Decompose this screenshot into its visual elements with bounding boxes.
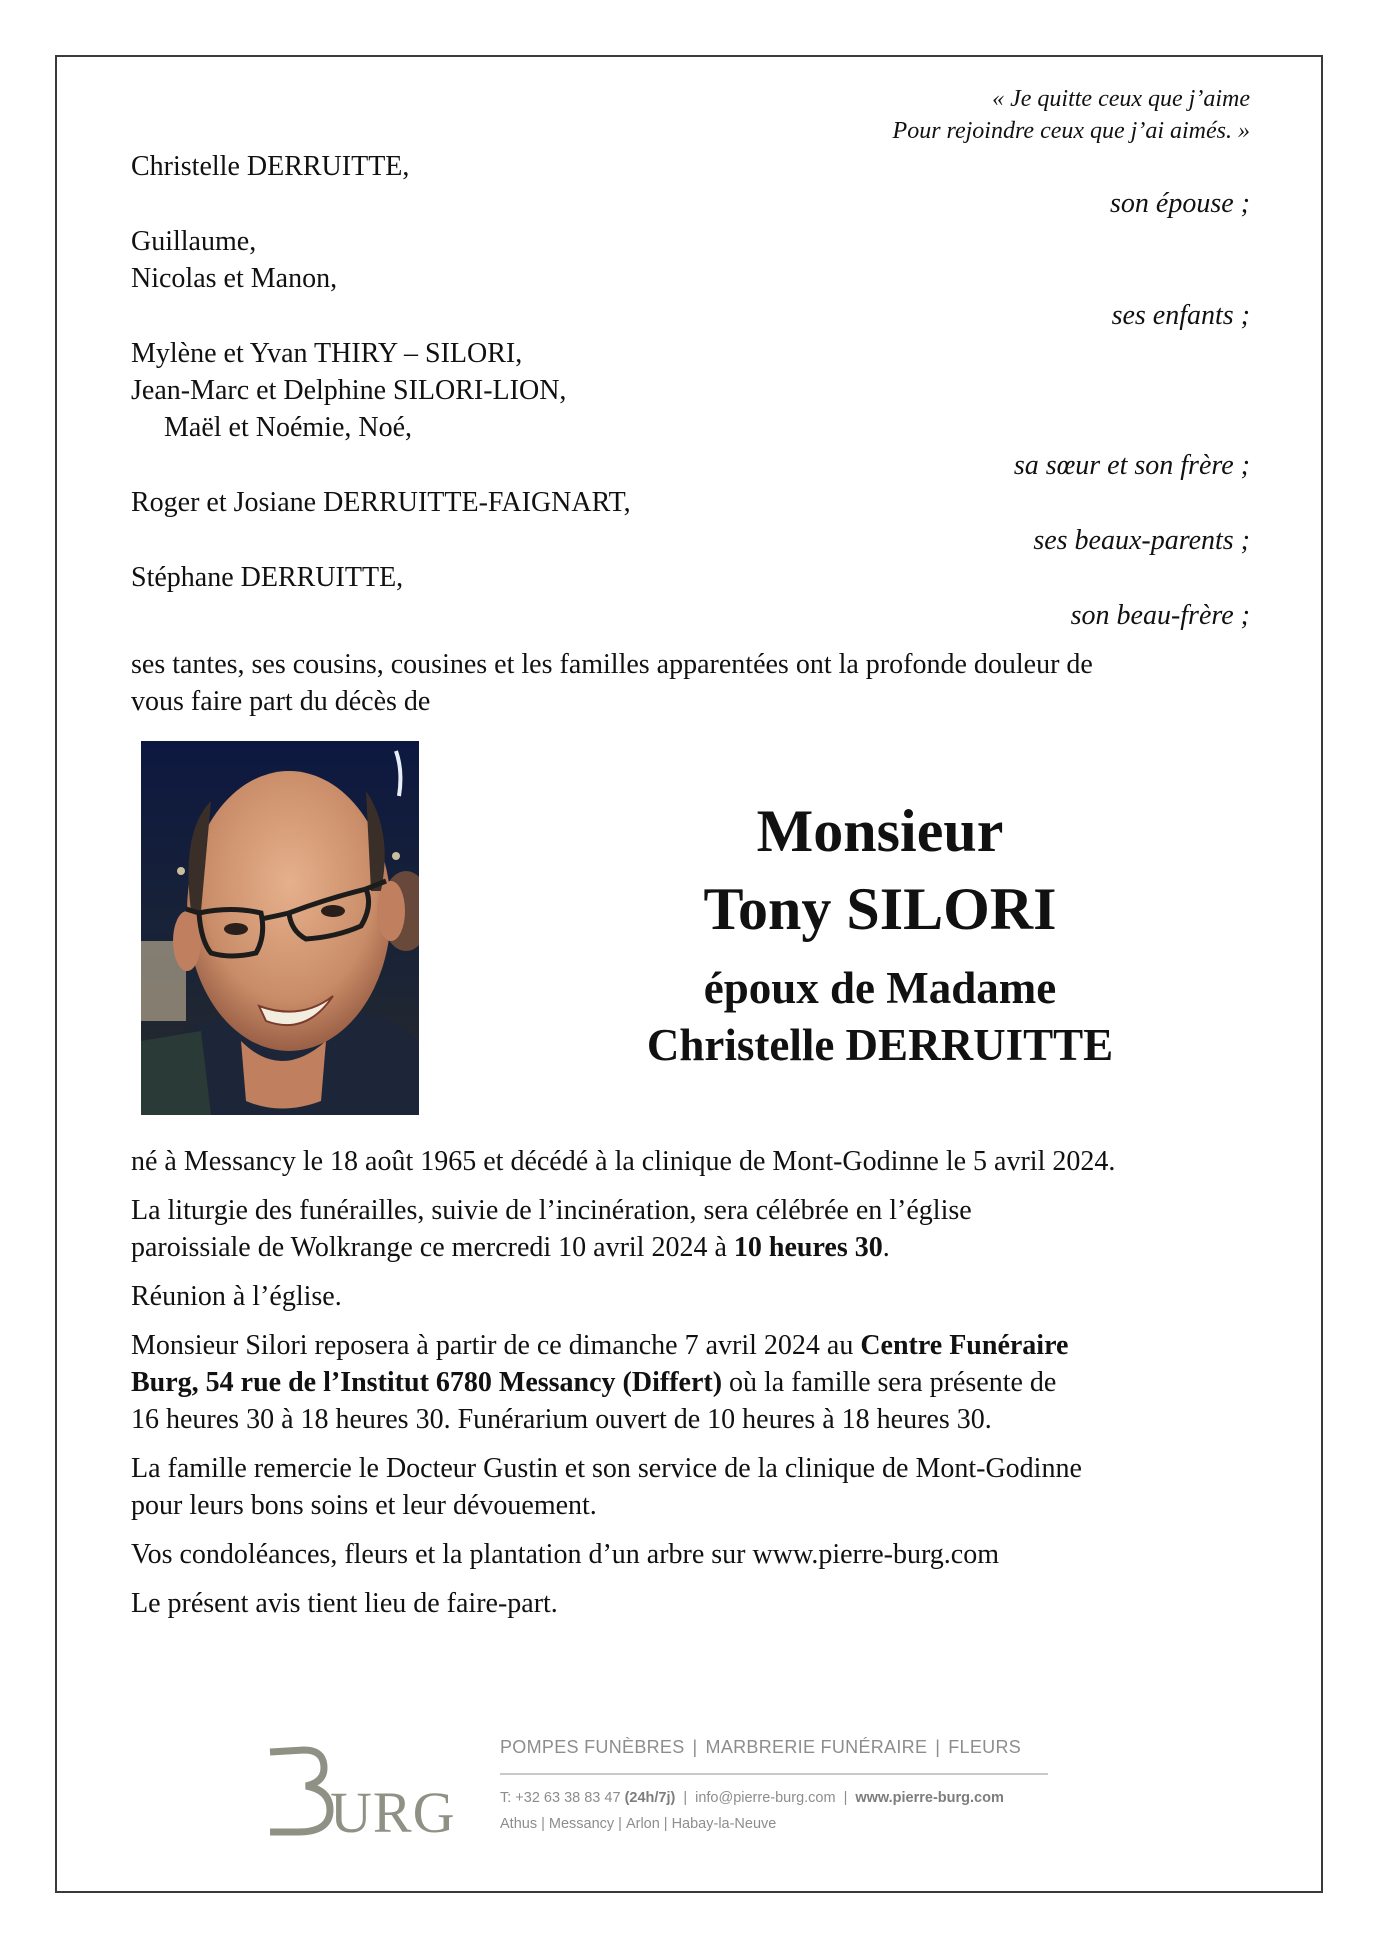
deceased-photo (141, 741, 419, 1115)
town: Athus (500, 1816, 538, 1832)
email-link[interactable]: info@pierre-burg.com (695, 1790, 836, 1806)
announcement-line-2: vous faire part du décès de (131, 686, 431, 717)
family-relation: son épouse ; (1110, 188, 1250, 219)
family-name: Mylène et Yvan THIRY – SILORI, (131, 338, 523, 369)
announcement-line-1: ses tantes, ses cousins, cousines et les familles apparentées ont la profonde douleur de (131, 649, 1093, 680)
phone-number[interactable]: T: +32 63 38 83 47 (500, 1790, 621, 1806)
separator: | (692, 1737, 698, 1757)
footer-contact (500, 1790, 1004, 1806)
footer-towns (500, 1816, 776, 1832)
service-label: POMPES FUNÈBRES (500, 1737, 685, 1757)
funeral-center-address: Burg, 54 rue de l’Institut 6780 Messancy (Differt) (131, 1367, 723, 1398)
town: Arlon (625, 1816, 660, 1832)
epigraph-line-2: Pour rejoindre ceux que j’ai aimés. » (892, 118, 1250, 144)
family-relation: son beau-frère ; (1070, 600, 1250, 631)
phone-hours: (24h/7j) (624, 1790, 676, 1806)
separator: | (663, 1816, 668, 1832)
separator: | (843, 1790, 848, 1806)
service-label: FLEURS (948, 1737, 1022, 1757)
deceased-title: Monsieur (756, 798, 1004, 864)
rest-line-2 (131, 1365, 1056, 1401)
liturgy-line-2-text: paroissiale de Wolkrange ce mercredi 10 avril 2024 à (131, 1232, 734, 1263)
family-name: Stéphane DERRUITTE, (131, 562, 404, 593)
family-name: Jean-Marc et Delphine SILORI-LION, (131, 375, 567, 406)
separator: | (683, 1790, 688, 1806)
birth-death-text: né à Messancy le 18 août 1965 et décédé à la clinique de Mont-Godinne le 5 avril 2024. (131, 1146, 1116, 1177)
family-relation: ses beaux-parents ; (1033, 525, 1250, 556)
rest-line-1 (131, 1328, 1068, 1364)
funeral-center-name: Centre Funéraire (860, 1330, 1069, 1361)
liturgy-line-2 (131, 1230, 890, 1266)
deceased-name: Tony SILORI (703, 876, 1057, 942)
thanks-line-2: pour leurs bons soins et leur dévouement. (131, 1490, 597, 1521)
meeting-text: Réunion à l’église. (131, 1281, 342, 1312)
liturgy-suffix: . (882, 1232, 890, 1263)
town: Habay-la-Neuve (671, 1816, 777, 1832)
family-name: Nicolas et Manon, (131, 263, 338, 294)
burg-logo (268, 1738, 458, 1838)
rest-line-3: 16 heures 30 à 18 heures 30. Funérarium ouvert de 10 heures à 18 heures 30. (131, 1404, 992, 1435)
separator: | (618, 1816, 622, 1832)
epigraph-line-1: « Je quitte ceux que j’aime (992, 86, 1250, 112)
spouse-line-1: époux de Madame (703, 963, 1057, 1013)
family-name-grandchildren: Maël et Noémie, Noé, (164, 412, 413, 443)
family-relation: ses enfants ; (1111, 300, 1250, 331)
rest-line-2-text: où la famille sera présente de (722, 1367, 1057, 1398)
liturgy-line-1: La liturgie des funérailles, suivie de l’incinération, sera célébrée en l’église (131, 1195, 972, 1226)
footer-divider (500, 1773, 1048, 1775)
liturgy-time: 10 heures 30 (733, 1232, 883, 1263)
town: Messancy (548, 1816, 615, 1832)
footer-services (500, 1737, 1021, 1758)
family-relation: sa sœur et son frère ; (1013, 450, 1250, 481)
condolences-text: Vos condoléances, fleurs et la plantation d’un arbre sur www.pierre-burg.com (131, 1539, 999, 1570)
separator: | (935, 1737, 941, 1757)
spouse-line-2: Christelle DERRUITTE (646, 1020, 1114, 1070)
website-link[interactable]: www.pierre-burg.com (855, 1790, 1004, 1806)
service-label: MARBRERIE FUNÉRAIRE (705, 1737, 928, 1757)
family-name: Christelle DERRUITTE, (131, 151, 410, 182)
thanks-line-1: La famille remercie le Docteur Gustin et son service de la clinique de Mont-Godinne (131, 1453, 1082, 1484)
notice-text: Le présent avis tient lieu de faire-part. (131, 1588, 558, 1619)
svg-text:URG: URG (330, 1780, 456, 1838)
family-name: Guillaume, (131, 226, 257, 257)
separator: | (541, 1816, 545, 1832)
family-name: Roger et Josiane DERRUITTE-FAIGNART, (131, 487, 631, 518)
rest-line-1-text: Monsieur Silori reposera à partir de ce dimanche 7 avril 2024 au (131, 1330, 861, 1361)
